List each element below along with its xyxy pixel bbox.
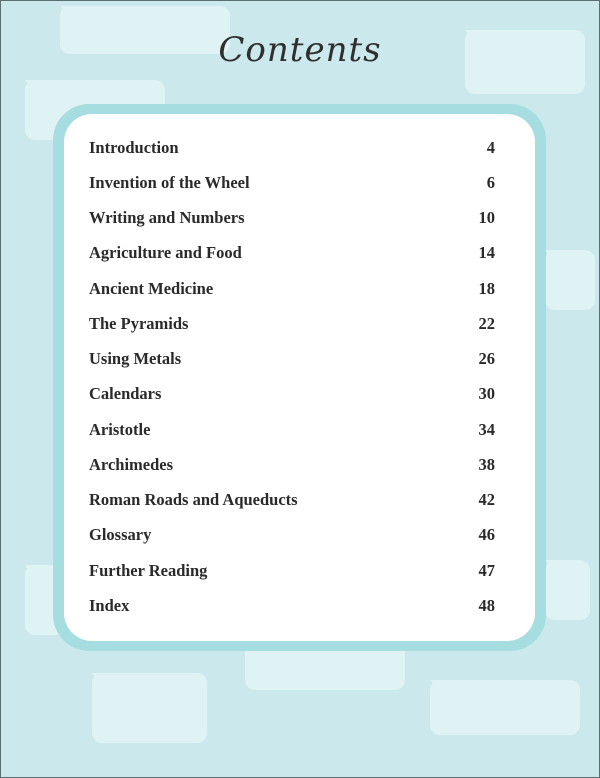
toc-entry-page: 18	[478, 279, 495, 298]
toc-entry-page: 30	[478, 384, 495, 403]
toc-entry-page: 26	[478, 349, 495, 368]
toc-entry[interactable]	[89, 561, 495, 581]
toc-entry[interactable]	[89, 455, 495, 475]
toc-entry-page: 34	[478, 420, 495, 439]
toc-entry-title: Calendars	[89, 384, 162, 403]
toc-entry-title: Using Metals	[89, 349, 182, 368]
toc-entry[interactable]	[89, 384, 495, 404]
toc-entry-page: 10	[478, 208, 495, 227]
toc-entry-page: 6	[486, 173, 495, 192]
toc-entry-title: Ancient Medicine	[89, 279, 214, 298]
toc-entry-page: 38	[478, 455, 495, 474]
toc-entry-title: Invention of the Wheel	[89, 173, 250, 192]
toc-entry-title: Introduction	[89, 138, 179, 157]
toc-entry-title: Further Reading	[89, 561, 208, 580]
speech-bubble-decoration	[92, 673, 207, 743]
toc-entry-page: 14	[478, 243, 495, 262]
toc-entry-title: The Pyramids	[89, 314, 189, 333]
toc-entry[interactable]	[89, 138, 495, 158]
toc-entry-page: 48	[478, 596, 495, 615]
toc-entry[interactable]	[89, 596, 495, 616]
toc-entry[interactable]	[89, 243, 495, 263]
toc-entry-title: Aristotle	[89, 420, 151, 439]
toc-entry-title: Agriculture and Food	[89, 243, 242, 262]
toc-entry[interactable]	[89, 279, 495, 299]
toc-entry-title: Writing and Numbers	[89, 208, 245, 227]
page-title: Contents	[218, 30, 382, 70]
toc-entry-page: 42	[478, 490, 495, 509]
toc-entry-page: 22	[478, 314, 495, 333]
speech-bubble-decoration	[430, 680, 580, 735]
toc-entry[interactable]	[89, 314, 495, 334]
toc-entry[interactable]	[89, 490, 495, 510]
toc-entry[interactable]	[89, 208, 495, 228]
toc-entry[interactable]	[89, 349, 495, 369]
toc-entry-title: Glossary	[89, 525, 152, 544]
speech-bubble-decoration	[545, 560, 590, 620]
toc-entry-page: 46	[478, 525, 495, 544]
contents-frame	[53, 104, 546, 651]
toc-entry[interactable]	[89, 420, 495, 440]
toc-entry-title: Roman Roads and Aqueducts	[89, 490, 298, 509]
toc-entry-title: Index	[89, 596, 130, 615]
toc-entry-page: 4	[486, 138, 495, 157]
contents-panel	[64, 114, 535, 641]
toc-entry[interactable]	[89, 173, 495, 193]
toc-entry[interactable]	[89, 525, 495, 545]
speech-bubble-decoration	[545, 250, 595, 310]
toc-entry-title: Archimedes	[89, 455, 174, 474]
toc-entry-page: 47	[478, 561, 495, 580]
